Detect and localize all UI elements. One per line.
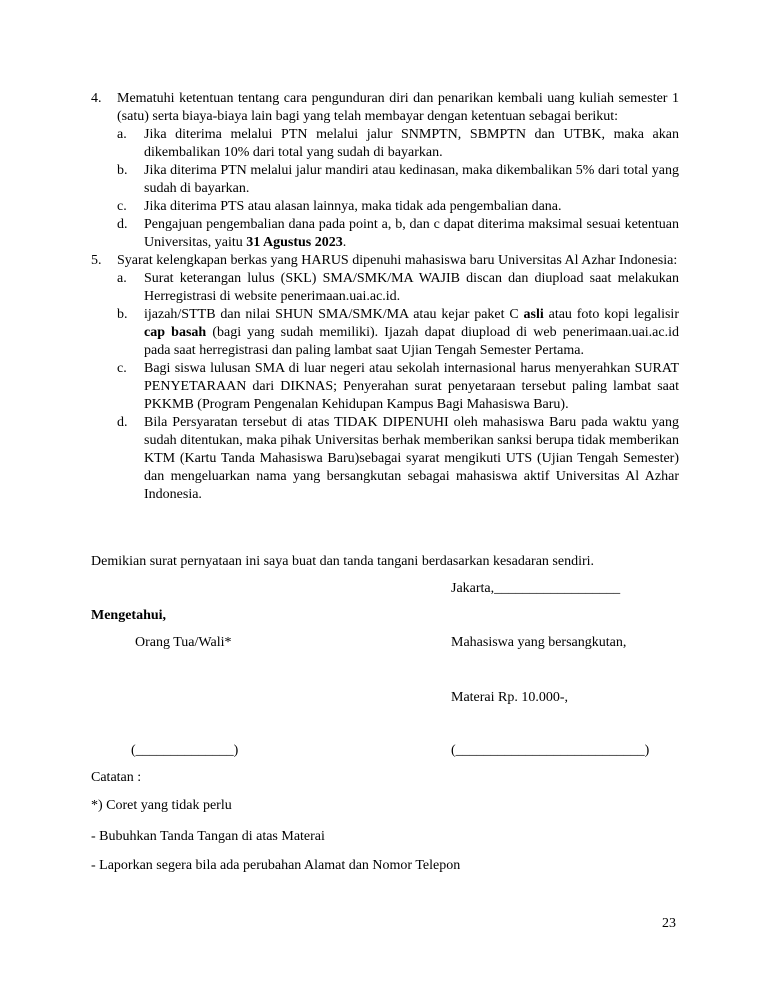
sub-label: d. [117, 415, 128, 430]
sub-text: Bagi siswa lulusan SMA di luar negeri atau sekolah internasional harus menyerahkan SURAT PENYETARAAN dari DIKNAS; Penyerahan surat penyetaraan tersebut paling lambat saat PKKMB (Program Pengenalan Kehidupan Kampus Bagi Mahasiswa Baru). [144, 361, 679, 412]
sub-text: Jika diterima PTS atau alasan lainnya, maka tidak ada pengembalian dana. [144, 199, 562, 214]
sub-item [117, 162, 679, 198]
sub-text: ijazah/STTB dan nilai SHUN SMA/SMK/MA atau kejar paket C asli atau foto kopi legalisir cap basah (bagi yang sudah memiliki). Ijazah dapat diupload di web penerimaan.uai.ac.id pada saat herregistrasi dan paling lambat saat Ujian Tengah Semester Pertama. [144, 307, 679, 358]
place-date: Jakarta,__________________ [451, 581, 621, 596]
sub-label: a. [117, 271, 127, 286]
list-item-text: Syarat kelengkapan berkas yang HARUS dipenuhi mahasiswa baru Universitas Al Azhar Indonesia: [117, 253, 678, 268]
list-number: 4. [91, 91, 102, 106]
requirements-list [91, 90, 679, 504]
sub-label: c. [117, 199, 127, 214]
sub-label: b. [117, 307, 128, 322]
sub-label: b. [117, 163, 128, 178]
note-item: *) Coret yang tidak perlu [91, 798, 232, 813]
sub-item [117, 360, 679, 414]
student-signature-line: (___________________________) [451, 743, 650, 758]
sub-label: d. [117, 217, 128, 232]
sub-item [117, 414, 679, 504]
notes-title: Catatan : [91, 770, 142, 785]
list-item-4 [91, 90, 679, 252]
parent-label: Orang Tua/Wali* [135, 635, 232, 650]
sub-text: Bila Persyaratan tersebut di atas TIDAK DIPENUHI oleh mahasiswa Baru pada waktu yang sudah ditentukan, maka pihak Universitas berhak memberikan sanksi berupa tidak memberikan KTM (Kartu Tanda Mahasiswa Baru)sebagai syarat mengikuti UTS (Ujian Tengah Semester) dan mengeluarkan nama yang bersangkutan sebagai mahasiswa aktif Universitas Al Azhar Indonesia. [144, 415, 679, 502]
sub-item [117, 306, 679, 360]
sub-item [117, 216, 679, 252]
sub-text: Pengajuan pengembalian dana pada point a, b, dan c dapat diterima maksimal sesuai ketentuan Universitas, yaitu 31 Agustus 2023. [144, 217, 679, 250]
page-number: 23 [662, 916, 676, 931]
parent-signature-line: (______________) [131, 743, 239, 758]
student-label: Mahasiswa yang bersangkutan, [451, 635, 627, 650]
materai-label: Materai Rp. 10.000-, [451, 690, 569, 705]
note-item: - Bubuhkan Tanda Tangan di atas Materai [91, 829, 325, 844]
sub-item [117, 198, 679, 216]
statement-text: Demikian surat pernyataan ini saya buat dan tanda tangani berdasarkan kesadaran sendiri. [91, 554, 595, 569]
deadline-date: 31 Agustus 2023 [246, 235, 343, 250]
list-item-text: Mematuhi ketentuan tentang cara pengunduran diri dan penarikan kembali uang kuliah semester 1 (satu) serta biaya-biaya lain bagi yang telah membayar dengan ketentuan sebagai berikut: [117, 91, 679, 124]
sub-label: a. [117, 127, 127, 142]
sub-item [117, 126, 679, 162]
list-number: 5. [91, 253, 102, 268]
sub-label: c. [117, 361, 127, 376]
sub-text: Jika diterima PTN melalui jalur mandiri atau kedinasan, maka dikembalikan 5% dari total yang sudah di bayarkan. [144, 163, 679, 196]
sub-text: Jika diterima melalui PTN melalui jalur SNMPTN, SBMPTN dan UTBK, maka akan dikembalikan 10% dari total yang sudah di bayarkan. [144, 127, 679, 160]
sub-text: Surat keterangan lulus (SKL) SMA/SMK/MA WAJIB discan dan diupload saat melakukan Herregistrasi di website penerimaan.uai.ac.id. [144, 271, 679, 304]
sub-item [117, 270, 679, 306]
mengetahui-label: Mengetahui, [91, 608, 167, 623]
note-item: - Laporkan segera bila ada perubahan Alamat dan Nomor Telepon [91, 858, 461, 873]
list-item-5 [91, 252, 679, 504]
